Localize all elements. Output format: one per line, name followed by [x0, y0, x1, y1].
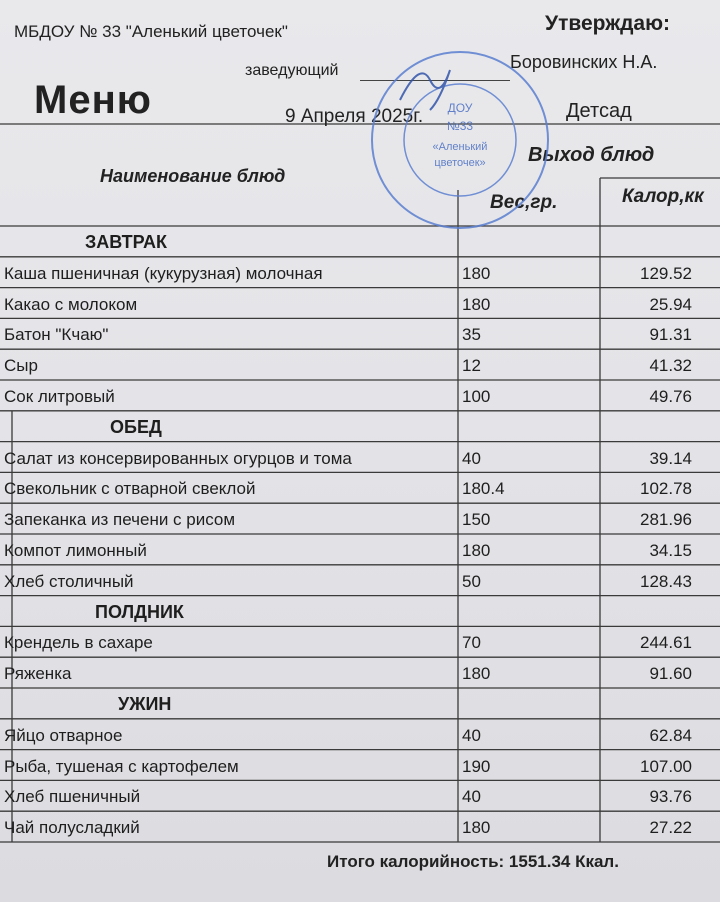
dish-weight: 40	[462, 787, 481, 807]
dish-name: Батон "Кчаю"	[4, 325, 109, 345]
dish-weight: 180	[462, 294, 491, 314]
menu-date: 9 Апреля 2025г.	[285, 106, 424, 127]
dish-name: Чай полусладкий	[4, 818, 140, 838]
dish-name: Запеканка из печени с рисом	[4, 510, 236, 530]
column-header-output: Выход блюд	[528, 144, 655, 166]
dish-calories: 91.31	[649, 325, 692, 345]
stamp-text-3: цветочек»	[434, 157, 486, 169]
head-name: Боровинских Н.А.	[510, 52, 658, 72]
dish-calories: 93.76	[649, 787, 692, 807]
dish-name: Каша пшеничная (кукурузная) молочная	[4, 263, 323, 283]
stamp-text-4: ДОУ	[447, 101, 473, 115]
section-header: ОБЕД	[110, 416, 162, 437]
signature-scribble	[400, 70, 450, 110]
organization-name: МБДОУ № 33 "Аленький цветочек"	[14, 22, 288, 41]
approve-label: Утверждаю:	[545, 12, 671, 35]
total-calories: Итого калорийность: 1551.34 Ккал.	[327, 852, 619, 871]
column-header-weight: Вес,гр.	[490, 192, 558, 213]
dish-weight: 180	[462, 664, 491, 684]
dish-weight: 100	[462, 387, 491, 406]
dish-weight: 190	[462, 756, 491, 776]
dish-weight: 180	[462, 263, 491, 283]
dish-name: Хлеб пшеничный	[4, 787, 141, 807]
dish-calories: 49.76	[649, 387, 692, 406]
dish-weight: 150	[462, 510, 491, 530]
dish-name: Крендель в сахаре	[4, 633, 153, 653]
column-header-calories: Калор,кк	[622, 186, 704, 207]
dish-weight: 35	[462, 325, 481, 345]
dish-name: Рыба, тушеная с картофелем	[4, 756, 239, 776]
dish-name: Хлеб столичный	[4, 571, 134, 591]
dish-name: Ряженка	[4, 664, 72, 684]
dish-calories: 128.43	[640, 571, 692, 591]
dish-name: Салат из консервированных огурцов и тома	[4, 448, 352, 468]
dish-weight: 180.4	[462, 479, 505, 499]
dish-calories: 281.96	[640, 510, 692, 530]
dish-weight: 12	[462, 356, 481, 376]
dish-name: Какао с молоком	[4, 294, 138, 314]
dish-calories: 41.32	[649, 356, 692, 376]
dish-weight: 50	[462, 571, 481, 591]
dish-calories: 39.14	[649, 448, 692, 468]
dish-weight: 180	[462, 818, 491, 838]
head-label: заведующий	[245, 62, 339, 79]
menu-kind: Детсад	[566, 100, 632, 122]
dish-calories: 91.60	[649, 664, 692, 684]
column-header-dish: Наименование блюд	[100, 166, 286, 186]
section-header: ЗАВТРАК	[85, 232, 167, 252]
dish-weight: 40	[462, 448, 481, 468]
dish-calories: 129.52	[640, 263, 692, 283]
dish-calories: 34.15	[649, 541, 692, 560]
dish-weight: 70	[462, 633, 481, 653]
page-title: Меню	[34, 78, 152, 122]
dish-calories: 62.84	[649, 725, 692, 745]
dish-calories: 107.00	[640, 756, 692, 776]
dish-weight: 40	[462, 725, 481, 745]
dish-calories: 27.22	[649, 818, 692, 838]
dish-name: Яйцо отварное	[4, 725, 123, 745]
dish-name: Сок литровый	[4, 387, 115, 406]
stamp-text-2: «Аленький	[432, 141, 488, 153]
dish-name: Компот лимонный	[4, 541, 147, 560]
approval-stamp	[360, 40, 560, 240]
stamp-text-1: №33	[446, 119, 474, 133]
section-header: УЖИН	[118, 694, 172, 714]
dish-name: Сыр	[4, 356, 38, 376]
dish-calories: 244.61	[640, 633, 692, 653]
dish-weight: 180	[462, 541, 491, 560]
dish-calories: 102.78	[640, 479, 692, 499]
section-header: ПОЛДНИК	[95, 601, 184, 622]
dish-calories: 25.94	[649, 294, 692, 314]
dish-name: Свекольник с отварной свеклой	[4, 479, 256, 499]
